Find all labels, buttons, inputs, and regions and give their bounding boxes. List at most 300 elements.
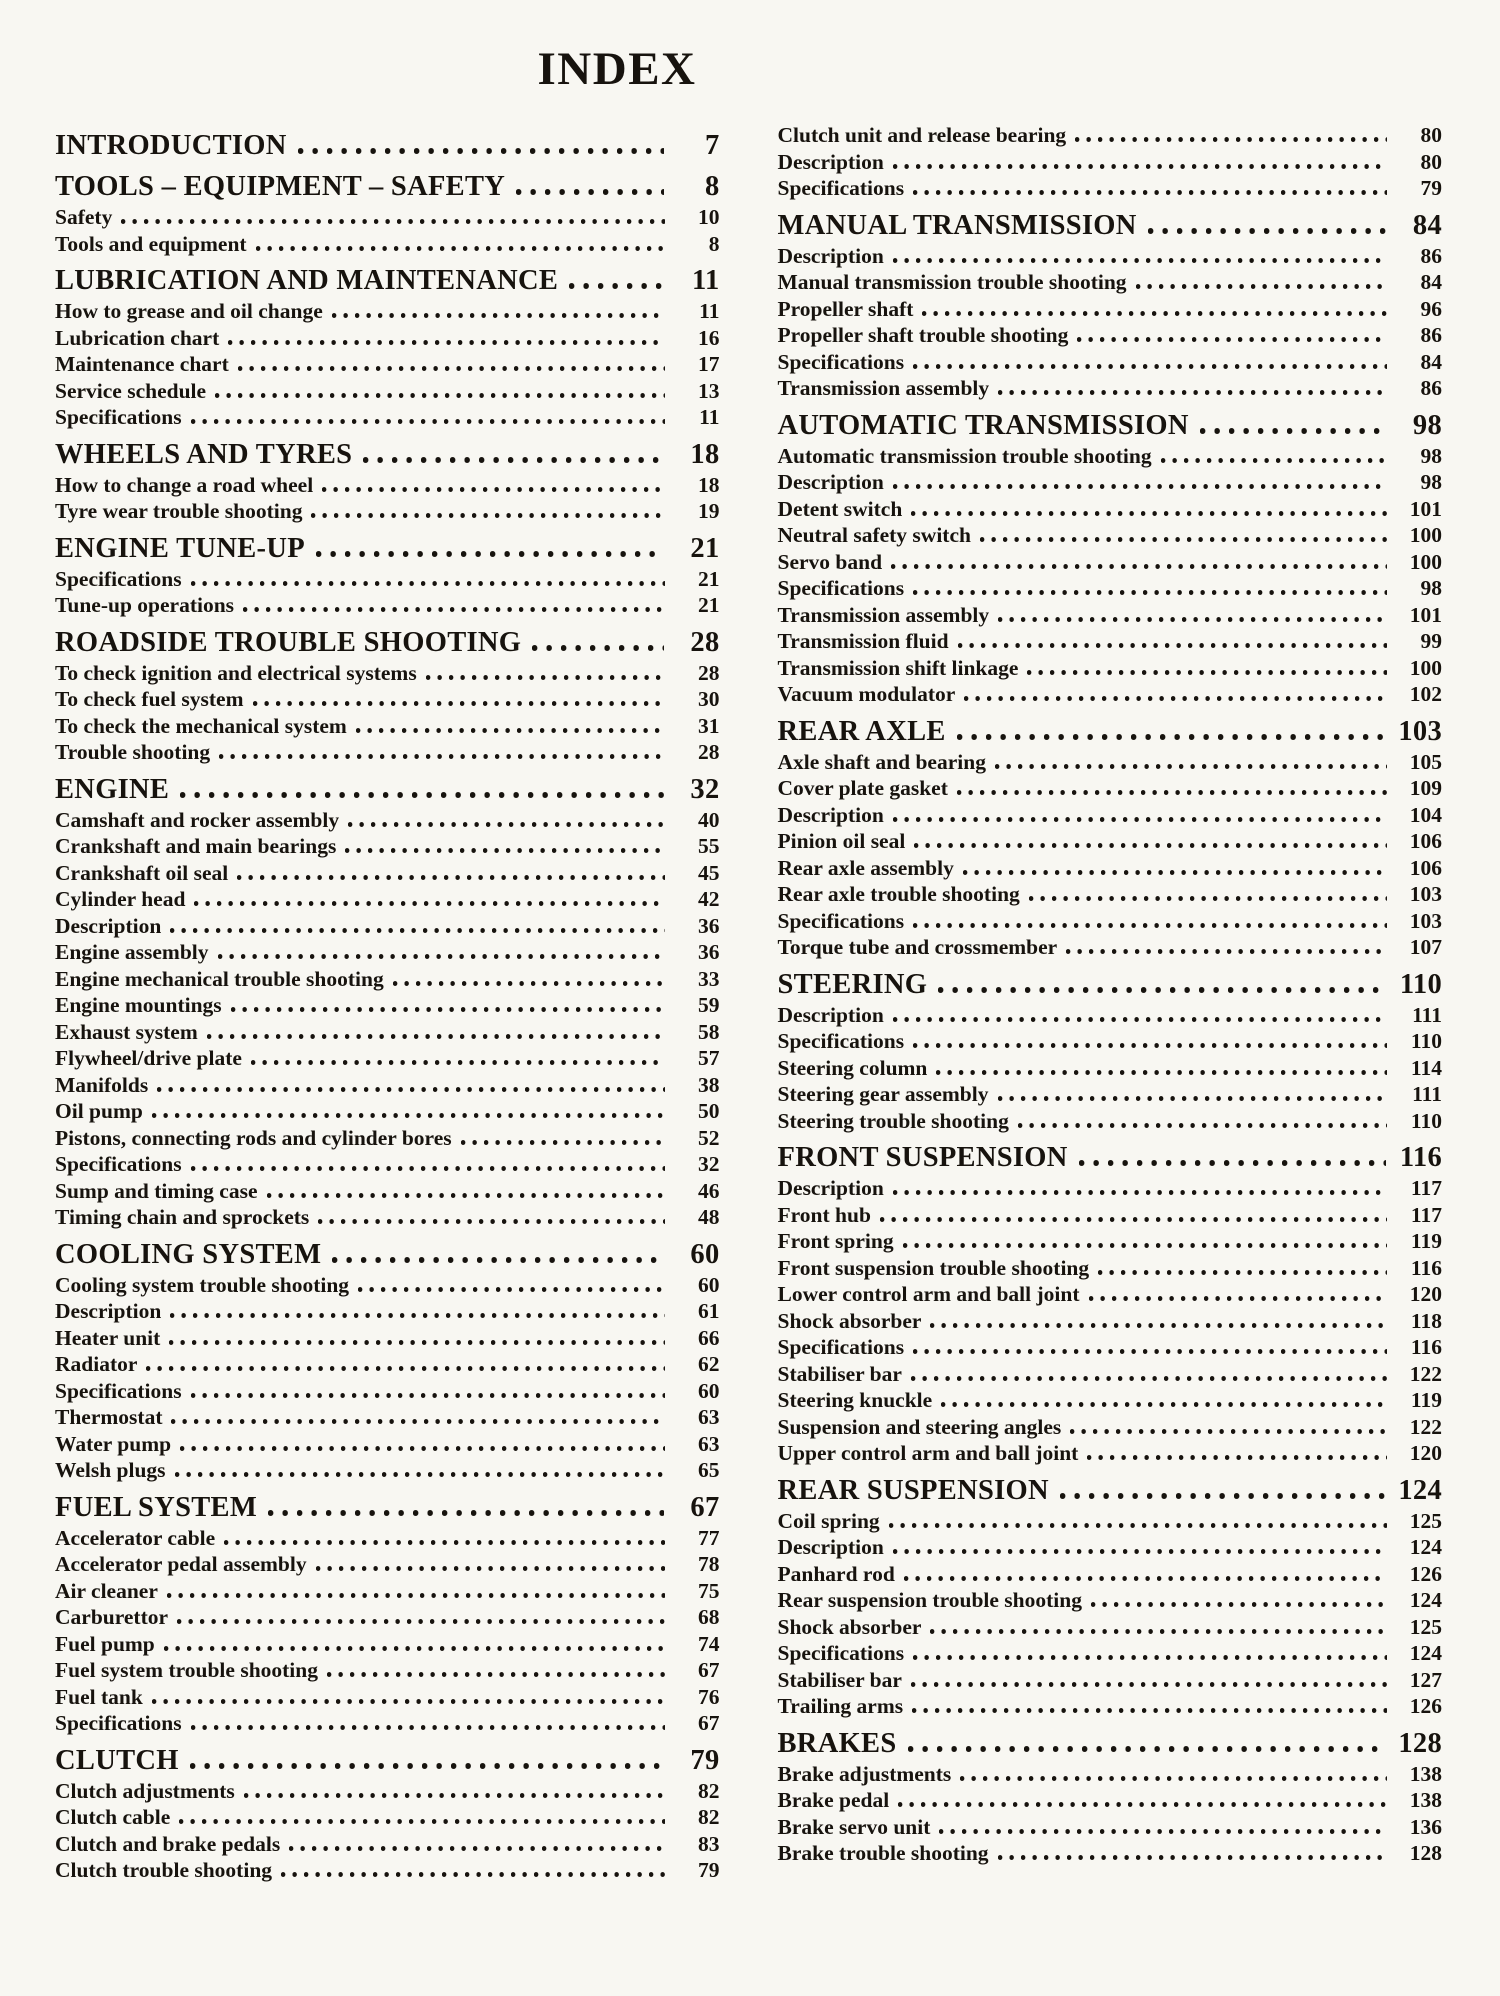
dot-leader [893, 155, 1387, 169]
index-section [778, 1141, 1443, 1467]
page-number: 10 [698, 205, 720, 229]
index-entry-row [55, 325, 720, 352]
dot-leader [957, 724, 1386, 740]
index-section [55, 1744, 720, 1884]
dot-leader [157, 1078, 664, 1092]
index-entry-row [55, 966, 720, 993]
entry-label: Description [777, 1535, 884, 1559]
dot-leader [219, 745, 664, 759]
dot-leader [251, 1051, 665, 1065]
dot-leader [1027, 661, 1387, 675]
index-entry-row [778, 1255, 1443, 1282]
index-entry-row [778, 1840, 1443, 1867]
page-number: 128 [1398, 1727, 1442, 1759]
index-entry-row [55, 1804, 720, 1831]
page-number: 116 [1410, 1335, 1442, 1359]
index-entry-row [778, 443, 1443, 470]
entry-label: Cover plate gasket [777, 776, 948, 800]
dot-leader [1098, 1261, 1387, 1275]
page-number: 32 [690, 773, 720, 805]
entry-label: Description [777, 243, 884, 268]
entry-label: Lower control arm and ball joint [777, 1282, 1080, 1306]
page-number: 128 [1409, 1841, 1442, 1865]
dot-leader [169, 1331, 664, 1345]
page-number: 96 [1420, 296, 1442, 321]
entry-label: Specifications [777, 349, 905, 374]
index-columns [0, 94, 1500, 1884]
section-header-row [778, 1474, 1443, 1508]
index-entry-row [778, 243, 1443, 270]
index-entry-row [778, 175, 1443, 202]
dot-leader [175, 1463, 665, 1477]
section-header-row [778, 715, 1443, 749]
page-number: 21 [698, 566, 720, 591]
dot-leader [880, 1208, 1387, 1222]
page-number: 86 [1420, 323, 1442, 347]
entry-label: Timing chain and sprockets [55, 1205, 310, 1229]
section-title: REAR SUSPENSION [777, 1474, 1049, 1506]
index-entry-row [55, 1831, 720, 1858]
index-entry-row [778, 934, 1443, 961]
entry-label: Air cleaner [55, 1578, 158, 1603]
dot-leader [170, 1304, 664, 1318]
index-entry-row [778, 1440, 1443, 1467]
dot-leader [238, 357, 665, 371]
dot-leader [1087, 1446, 1387, 1460]
entry-label: Axle shaft and bearing [777, 749, 986, 774]
entry-label: Brake adjustments [777, 1761, 952, 1786]
index-entry-row [55, 1857, 720, 1884]
page-number: 31 [698, 713, 720, 738]
page-number: 116 [1410, 1255, 1442, 1280]
entry-label: Panhard rod [777, 1561, 895, 1586]
index-entry-row [55, 660, 720, 687]
dot-leader [180, 1437, 664, 1451]
page-number: 111 [1412, 1082, 1442, 1106]
dot-leader [194, 892, 664, 906]
dot-leader [1066, 940, 1387, 954]
dot-leader [516, 179, 663, 195]
dot-leader [908, 1736, 1386, 1752]
dot-leader [167, 1584, 665, 1598]
dot-leader [152, 1104, 665, 1118]
entry-label: Specifications [777, 908, 905, 933]
entry-label: Heater unit [55, 1325, 161, 1350]
index-section [778, 209, 1443, 402]
dot-leader [1091, 1593, 1387, 1607]
page-number: 125 [1409, 1508, 1442, 1533]
index-entry-row [55, 992, 720, 1019]
entry-label: Trouble shooting [55, 740, 211, 764]
index-entry-row [778, 549, 1443, 576]
index-entry-row [55, 1151, 720, 1178]
section-title: FUEL SYSTEM [55, 1491, 258, 1523]
index-entry-row [778, 1281, 1443, 1308]
entry-label: Trailing arms [777, 1694, 904, 1718]
section-title: WHEELS AND TYRES [55, 438, 353, 470]
page-number: 30 [698, 687, 720, 711]
index-entry-row [55, 1072, 720, 1099]
dot-leader [889, 1514, 1387, 1528]
index-entry-row [778, 296, 1443, 323]
section-title: ENGINE TUNE-UP [55, 532, 305, 564]
page-number: 100 [1409, 523, 1442, 547]
index-entry-row [55, 498, 720, 525]
index-entry-row [778, 775, 1443, 802]
dot-leader [289, 1837, 664, 1851]
entry-label: To check the mechanical system [55, 713, 347, 738]
page-number: 98 [1420, 470, 1442, 494]
dot-leader [936, 1061, 1387, 1075]
entry-label: Accelerator pedal assembly [55, 1552, 307, 1576]
entry-label: Camshaft and rocker assembly [55, 807, 340, 832]
entry-label: Propeller shaft trouble shooting [777, 323, 1069, 347]
page-number: 100 [1409, 655, 1442, 680]
dot-leader [152, 1690, 665, 1704]
index-section [55, 264, 720, 431]
entry-label: Shock absorber [777, 1614, 922, 1639]
dot-leader [913, 581, 1387, 595]
dot-leader [179, 1810, 664, 1824]
dot-leader [332, 304, 665, 318]
index-entry-row [55, 1525, 720, 1552]
entry-label: Lubrication chart [55, 325, 220, 350]
entry-label: Steering column [777, 1055, 928, 1080]
page-number: 114 [1410, 1055, 1442, 1080]
index-entry-row [778, 681, 1443, 708]
page-number: 78 [698, 1552, 720, 1576]
dot-leader [244, 1784, 665, 1798]
entry-label: Description [777, 802, 884, 827]
page-number: 21 [698, 593, 720, 617]
page-number: 111 [1412, 1002, 1442, 1027]
page-number: 13 [698, 378, 720, 403]
index-entry-row [55, 566, 720, 593]
index-entry-row [55, 231, 720, 258]
dot-leader [903, 1234, 1387, 1248]
index-entry-row [55, 913, 720, 940]
entry-label: Brake trouble shooting [777, 1841, 989, 1865]
index-entry-row [778, 469, 1443, 496]
index-entry-row [778, 349, 1443, 376]
page-number: 67 [690, 1491, 720, 1523]
section-header-row [55, 438, 720, 472]
dot-leader [893, 1540, 1387, 1554]
page-number: 124 [1409, 1641, 1442, 1665]
dot-leader [1060, 1483, 1386, 1499]
dot-leader [913, 1340, 1387, 1354]
page-number: 103 [1409, 882, 1442, 906]
entry-label: Specifications [55, 1152, 182, 1176]
dot-leader [356, 719, 665, 733]
section-header-row [55, 1238, 720, 1272]
index-entry-row [778, 1508, 1443, 1535]
index-entry-row [778, 908, 1443, 935]
dot-leader [253, 692, 665, 706]
dot-leader [316, 541, 664, 557]
index-entry-row [778, 1561, 1443, 1588]
dot-leader [913, 1646, 1387, 1660]
entry-label: To check fuel system [55, 687, 244, 711]
index-entry-row [778, 1640, 1443, 1667]
page-number: 50 [698, 1099, 720, 1123]
dot-leader [237, 866, 664, 880]
page-number: 117 [1410, 1176, 1442, 1200]
page-number: 98 [1420, 576, 1442, 600]
index-section [55, 1491, 720, 1737]
page-number: 82 [698, 1805, 720, 1829]
page-number: 63 [698, 1431, 720, 1456]
dot-leader [998, 1846, 1387, 1860]
index-entry-row [778, 1614, 1443, 1641]
entry-label: Service schedule [55, 378, 207, 403]
page-number: 36 [698, 940, 720, 964]
index-entry-row [778, 802, 1443, 829]
entry-label: Brake pedal [777, 1788, 890, 1812]
index-entry-row [55, 1404, 720, 1431]
dot-leader [904, 1567, 1387, 1581]
dot-leader [998, 1087, 1388, 1101]
page-number: 102 [1409, 682, 1442, 706]
page-number: 75 [698, 1578, 720, 1603]
dot-leader [171, 1410, 664, 1424]
section-header-row [778, 1727, 1443, 1761]
dot-leader [941, 1393, 1387, 1407]
dot-leader [893, 1181, 1387, 1195]
index-entry-row [778, 1534, 1443, 1561]
page-number: 36 [698, 913, 720, 938]
dot-leader [995, 755, 1387, 769]
page-number: 60 [698, 1378, 720, 1403]
index-entry-row [778, 628, 1443, 655]
index-entry-row [778, 1002, 1443, 1029]
index-entry-row [778, 122, 1443, 149]
index-section [778, 968, 1443, 1135]
dot-leader [177, 1610, 664, 1624]
dot-leader [322, 478, 664, 492]
entry-label: Specifications [777, 176, 905, 200]
dot-leader [893, 475, 1387, 489]
page-number: 100 [1409, 549, 1442, 574]
index-section [55, 532, 720, 619]
page-number: 11 [699, 405, 720, 429]
index-entry-row [778, 1414, 1443, 1441]
section-title: STEERING [777, 968, 928, 1000]
page-number: 77 [698, 1525, 720, 1550]
dot-leader [913, 355, 1387, 369]
entry-label: Manifolds [55, 1072, 149, 1097]
page-number: 21 [690, 532, 720, 564]
page-number: 62 [698, 1352, 720, 1376]
dot-leader [180, 782, 663, 798]
page-number: 106 [1409, 829, 1442, 853]
index-entry-row [55, 1684, 720, 1711]
page-number: 65 [698, 1458, 720, 1482]
entry-label: Steering gear assembly [777, 1082, 989, 1106]
dot-leader [164, 1637, 665, 1651]
section-title: COOLING SYSTEM [55, 1238, 322, 1270]
dot-leader [121, 210, 664, 224]
dot-leader [911, 1367, 1387, 1381]
page-number: 118 [1410, 1308, 1442, 1333]
entry-label: Rear axle trouble shooting [777, 882, 1020, 906]
dot-leader [228, 331, 664, 345]
index-entry-row [778, 655, 1443, 682]
page-number: 74 [698, 1631, 720, 1656]
index-entry-row [55, 1045, 720, 1072]
index-entry-row [55, 1378, 720, 1405]
page-number: 98 [1420, 443, 1442, 468]
dot-leader [345, 839, 664, 853]
dot-leader [1200, 418, 1386, 434]
entry-label: Welsh plugs [55, 1458, 166, 1482]
dot-leader [191, 1384, 665, 1398]
page-number: 101 [1409, 496, 1442, 521]
dot-leader [316, 1557, 665, 1571]
page-number: 122 [1409, 1361, 1442, 1386]
page-number: 124 [1409, 1588, 1442, 1612]
dot-leader [893, 808, 1387, 822]
page-number: 127 [1409, 1667, 1442, 1692]
dot-leader [1075, 128, 1387, 142]
page-number: 83 [698, 1831, 720, 1856]
entry-label: Manual transmission trouble shooting [777, 270, 1127, 294]
entry-label: Specifications [777, 1335, 905, 1359]
index-section [55, 129, 720, 163]
entry-label: Pistons, connecting rods and cylinder bores [55, 1125, 452, 1150]
index-entry-row [55, 1098, 720, 1125]
index-entry-row [55, 592, 720, 619]
dot-leader [311, 504, 664, 518]
entry-label: Brake servo unit [777, 1814, 931, 1839]
entry-label: Transmission fluid [777, 629, 949, 653]
dot-leader [1161, 449, 1387, 463]
index-entry-row [55, 204, 720, 231]
dot-leader [191, 410, 665, 424]
dot-leader [998, 381, 1387, 395]
page-number: 103 [1398, 715, 1442, 747]
entry-label: Description [777, 1002, 884, 1027]
index-section [778, 409, 1443, 708]
entry-label: Transmission assembly [777, 376, 990, 400]
entry-label: Fuel tank [55, 1684, 143, 1709]
page-number: 125 [1409, 1614, 1442, 1639]
index-entry-row [778, 1228, 1443, 1255]
index-entry-row [778, 1175, 1443, 1202]
page-number: 82 [698, 1778, 720, 1803]
page-number: 119 [1410, 1229, 1442, 1253]
page-number: 101 [1409, 602, 1442, 627]
index-entry-row [778, 828, 1443, 855]
page-number: 57 [698, 1046, 720, 1070]
index-entry-row [55, 833, 720, 860]
entry-label: Specifications [55, 1711, 182, 1735]
index-entry-row [55, 939, 720, 966]
entry-label: Specifications [777, 576, 905, 600]
entry-label: Front spring [777, 1229, 894, 1253]
entry-label: Specifications [55, 566, 182, 591]
page-number: 86 [1420, 243, 1442, 268]
index-entry-row [778, 1028, 1443, 1055]
page-number: 122 [1409, 1414, 1442, 1439]
entry-label: Fuel system trouble shooting [55, 1658, 318, 1682]
page-number: 124 [1409, 1535, 1442, 1559]
entry-label: Crankshaft oil seal [55, 860, 229, 885]
index-entry-row [778, 1055, 1443, 1082]
page-number: 16 [698, 325, 720, 350]
index-section [778, 1474, 1443, 1720]
dot-leader [938, 977, 1386, 993]
dot-leader [998, 608, 1387, 622]
index-section [55, 773, 720, 1231]
index-entry-row [55, 1272, 720, 1299]
page-number: 119 [1410, 1388, 1442, 1412]
page-number: 79 [690, 1744, 720, 1776]
entry-label: Water pump [55, 1431, 172, 1456]
section-title: BRAKES [777, 1727, 897, 1759]
index-entry-row [778, 1334, 1443, 1361]
dot-leader [913, 1034, 1387, 1048]
entry-label: Maintenance chart [55, 352, 229, 376]
entry-label: Description [55, 913, 162, 938]
page-number: 7 [704, 130, 720, 161]
page-number: 46 [698, 1178, 720, 1203]
entry-label: Coil spring [777, 1508, 880, 1533]
dot-leader [569, 273, 663, 289]
dot-leader [393, 972, 665, 986]
dot-leader [1148, 218, 1386, 234]
page-number: 17 [698, 352, 720, 376]
index-section [55, 1238, 720, 1484]
entry-label: Servo band [777, 549, 883, 574]
index-entry-row [778, 496, 1443, 523]
index-column [778, 122, 1443, 1884]
page-number: 61 [698, 1299, 720, 1323]
page-number: 33 [698, 966, 720, 991]
page-number: 104 [1409, 802, 1442, 827]
page-number: 45 [698, 860, 720, 885]
dot-leader [256, 237, 665, 251]
page-number: 79 [1420, 176, 1442, 200]
dot-leader [964, 687, 1387, 701]
entry-label: Engine mechanical trouble shooting [55, 966, 384, 991]
entry-label: Front hub [777, 1202, 871, 1227]
entry-label: Rear suspension trouble shooting [777, 1588, 1082, 1612]
entry-label: Accelerator cable [55, 1525, 216, 1550]
dot-leader [215, 384, 664, 398]
page-number: 8 [708, 231, 720, 256]
page-number: 28 [698, 660, 720, 685]
entry-label: Specifications [777, 1641, 905, 1665]
entry-label: Thermostat [55, 1405, 163, 1429]
page-number: 18 [698, 472, 720, 497]
page-number: 84 [1420, 349, 1442, 374]
dot-leader [190, 1753, 664, 1769]
dot-leader [1029, 887, 1387, 901]
entry-label: How to change a road wheel [55, 472, 314, 497]
entry-label: Pinion oil seal [777, 829, 906, 853]
dot-leader [207, 1025, 665, 1039]
dot-leader [893, 249, 1387, 263]
section-header-row [778, 209, 1443, 243]
dot-leader [191, 572, 665, 586]
section-title: ENGINE [55, 773, 170, 805]
dot-leader [914, 834, 1387, 848]
page-number: 40 [698, 807, 720, 832]
dot-leader [426, 666, 665, 680]
page-number: 126 [1409, 1694, 1442, 1718]
page-number: 67 [698, 1711, 720, 1735]
